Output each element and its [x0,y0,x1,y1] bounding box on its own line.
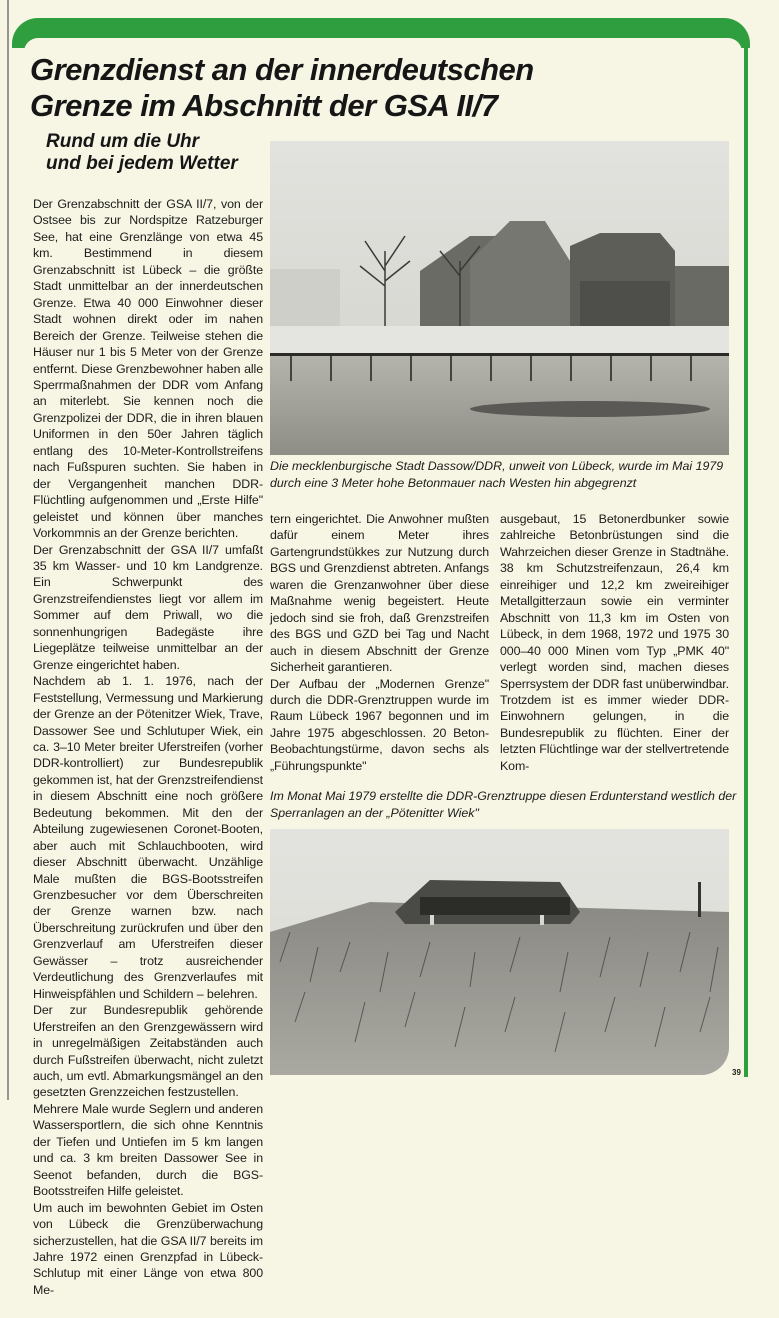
page-edge [7,0,9,1100]
right-border [744,40,748,1077]
paragraph: Mehrere Male wurde Seglern und anderen Wassersportlern, die sich ohne Kenntnis der Tiefen und Untiefen im 5 km langen und ca. 3 km breiten Dassower See in Seenot befanden, durch die BGS-Bootsstreifen Hilfe geleistet. [33,1101,263,1199]
left-column [33,196,263,1298]
title-line-1: Grenzdienst an der innerdeutschen [30,52,534,87]
photo-caption-2: Im Monat Mai 1979 erstellte die DDR-Grenztruppe diesen Erdunterstand westlich der Sperranlagen an der „Pötenitter Wiek" [270,789,737,820]
paragraph: tern eingerichtet. Die Anwohner mußten dafür einem Meter ihres Gartengrundstükkes zur Nutzung durch BGS und Grenzdienst abtreten. Anfangs waren die Grenzanwohner über diese Maßnahme wenig begeistert. Heute jedoch sind sie froh, daß Grenzstreifen des BGS und GZD bei Tag und Nacht auch in diesem Abschnitt der Grenze Sicherheit garantieren. [270,512,489,675]
paragraph: Nachdem ab 1. 1. 1976, nach der Feststellung, Vermessung und Markierung der Grenze an der Pötenitzer Wiek, Trave, Dassower See und Schlutuper Wiek, ein ca. 3–10 Meter breiter Uferstreifen (vorher DDR-kontrolliert) zur Bundesrepublik gekommen ist, hat der Grenzstreifendienst in diesem Abschnitt eine noch größere Bedeutung bekommen. Mit den der Abteilung zugewiesenen Coronet-Booten, aber auch mit Schlauchbooten, wird dieser Abschnitt überwacht. Unzählige Male mußten die BGS-Bootsstreifen Grenzbesucher vor dem Überschreiten der Grenze warnen bzw. nach Überschreitung zurückrufen und über den Grenzverlauf am Uferstreifen dieser Gewässer – trotz ausreichender Verdeutlichung des Grenzverlaufes mit Hinweispfählen und Schildern – belehren. [33,674,263,1001]
paragraph: Der Grenzabschnitt der GSA II/7 umfaßt 35 km Wasser- und 10 km Landgrenze. Ein Schwerpunkt des Grenzstreifendienstes liegt vor allem im Sommer auf dem Priwall, wo die sonnenhungrigen Badegäste ihre Liegeplätze teilweise unmittelbar an der Grenze eingerichtet haben. [33,542,263,672]
photo-dassow-wall [270,141,729,455]
paragraph: Der Aufbau der „Modernen Grenze" durch die DDR-Grenztruppen wurde im Raum Lübeck 1967 begonnen und im Jahre 1975 abgeschlossen. 20 Beton-Beobachtungstürme, davon sechs als „Führungspunkte" [270,676,489,773]
paragraph: Der Grenzabschnitt der GSA II/7, von der Ostsee bis zur Nordspitze Ratzeburger See, hat eine Grenzlänge von etwa 45 km. Bestimmend in diesem Grenzabschnitt ist Lübeck – die größte Stadt unmittelbar an der innerdeutschen Grenze. Etwa 40 000 Einwohner dieser Stadt wohnen direkt oder im nahen Bereich der Grenze. Teilweise stehen die Häuser nur 1 bis 5 Meter von der Grenze entfernt. Diese Grenzbewohner haben alle Sperrmaßnahmen der DDR vom Anfang an miterlebt. Sie kennen noch die Grenzpolizei der DDR, die in ihren blauen Uniformen in den 50er Jahren täglich entlang des 10-Meter-Kontrollstreifens nach Fußspuren suchten. Sie haben in der Vergangenheit manchen DDR-Flüchtling aufgenommen und „Erste Hilfe" geleistet und können über manches Vorkommnis an der Grenze berichten. [33,197,263,541]
title-line-2: Grenze im Abschnitt der GSA II/7 [30,88,498,123]
right-column [500,511,729,774]
middle-column [270,511,489,774]
page-title [30,52,534,124]
photo-earth-bunker [270,829,729,1075]
page-number: 39 [732,1068,741,1077]
header-band-inner [24,38,742,52]
subtitle-line-2: und bei jedem Wetter [46,153,238,174]
subtitle [46,131,238,175]
photo-caption-1: Die mecklenburgische Stadt Dassow/DDR, unweit von Lübeck, wurde im Mai 1979 durch eine 3 Meter hohe Betonmauer nach Westen hin abgegrenzt [270,459,724,490]
paragraph: ausgebaut, 15 Betonerdbunker sowie zahlreiche Betonbrüstungen sind die Wahrzeichen dieser Grenze in Stadtnähe. 38 km Schutzstreifenzaun, 26,4 km einreihiger und 12,2 km zweireihiger Metallgitterzaun sowie ein verminter Abschnitt von 11,3 km im Osten von Lübeck, in dem 1968, 1972 und 1975 30 000–40 000 Minen vom Typ „PMK 40" verlegt worden sind, machen dieses Sperrsystem der DDR fast unüberwindbar. Trotzdem ist es immer wieder DDR-Einwohnern gelungen, in die Bundesrepublik zu flüchten. Einer der letzten Flüchtlinge war der stellvertretende Kom- [500,512,729,773]
paragraph: Der zur Bundesrepublik gehörende Uferstreifen an den Grenzgewässern wird in unregelmäßigen Zeitabständen auch durch Fußstreifen überwacht, nicht zuletzt auch, um evtl. Abmarkungsmängel an den gesetzten Grenzzeichen festzustellen. [33,1003,263,1100]
paragraph: Um auch im bewohnten Gebiet im Osten von Lübeck die Grenzüberwachung sicherzustellen, hat die GSA II/7 bereits im Jahre 1972 einen Grenzpfad in Lübeck-Schlutup mit einer Länge von etwa 800 Me- [33,1200,263,1297]
subtitle-line-1: Rund um die Uhr [46,131,200,152]
